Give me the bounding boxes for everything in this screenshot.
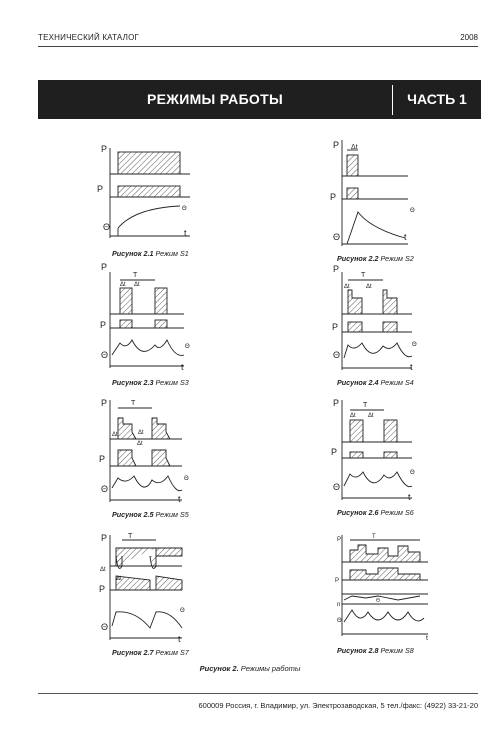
s5-dtd-label: Δt <box>112 432 118 438</box>
s7-dtd-label: Δt <box>116 576 122 582</box>
s6-dtv-label: Δt <box>368 413 374 419</box>
s3-t-label: t <box>181 362 184 372</box>
caption-fig-2-3: Рисунок 2.3 Режим S3 <box>112 378 189 387</box>
s5-thetamax-label: Θ <box>184 476 189 482</box>
s7-theta-label: Θ <box>101 622 109 632</box>
footer-divider <box>38 693 478 694</box>
s8-thetamax-label: Θ <box>376 598 380 604</box>
caption-fig-2-4: Рисунок 2.4 Режим S4 <box>337 378 414 387</box>
s4-theta-label: Θ <box>333 350 341 360</box>
s7-pv-label: P <box>99 584 106 594</box>
s5-p-label: P <box>101 398 108 408</box>
s3-p-label: P <box>101 262 108 272</box>
main-figure-caption: Рисунок 2. Режимы работы <box>199 664 301 673</box>
s5-t-label: t <box>178 494 181 504</box>
s2-t-label: t <box>404 232 407 242</box>
part-label: ЧАСТЬ 1 <box>407 91 467 107</box>
s5-theta-label: Θ <box>101 484 109 494</box>
caption-fig-2-6: Рисунок 2.6 Режим S6 <box>337 508 414 517</box>
s5-pv-label: P <box>99 454 106 464</box>
catalog-year: 2008 <box>460 33 478 42</box>
caption-fig-2-2: Рисунок 2.2 Режим S2 <box>337 254 414 263</box>
s4-dtr-label: Δt <box>366 284 372 290</box>
s4-dtd-label: Δt <box>344 284 350 290</box>
s5-tc-label: T <box>131 400 136 407</box>
s8-theta-label: Θ <box>337 618 342 624</box>
s6-theta-label: Θ <box>333 482 341 492</box>
s6-thetamax-label: Θ <box>410 470 415 476</box>
s3-dtr-label: Δt <box>134 282 140 288</box>
s8-p-label: P <box>337 537 342 543</box>
s4-pv-label: P <box>332 322 339 332</box>
s5-dtr-label: Δt <box>137 441 143 447</box>
s7-tc-label: T <box>128 533 133 540</box>
s8-pv-label: P <box>335 578 340 584</box>
s7-dtf-label: Δt <box>100 567 106 573</box>
s5-dtf-label: Δt <box>138 430 144 436</box>
s7-thetamax-label: Θ <box>180 608 185 614</box>
s8-n-label: n <box>337 602 341 608</box>
caption-fig-2-7: Рисунок 2.7 Режим S7 <box>112 648 189 657</box>
s6-pv-label: P <box>331 447 338 457</box>
figure-s8-diagram <box>342 535 428 636</box>
caption-fig-2-1: Рисунок 2.1 Режим S1 <box>112 249 189 258</box>
caption-fig-2-5: Рисунок 2.5 Режим S5 <box>112 510 189 519</box>
s2-dtp-label: Δt <box>351 144 358 151</box>
s1-thetamax-label: Θ <box>182 206 187 212</box>
s3-pv-label: P <box>100 320 107 330</box>
s8-tc-label: T <box>372 534 376 540</box>
footer-address: 600009 Россия, г. Владимир, ул. Электрозаводская, 5 тел./факс: (4922) 33-21-20 <box>198 701 478 710</box>
s4-p-label: P <box>333 264 340 274</box>
s4-tc-label: T <box>361 272 366 279</box>
s7-t-label: t <box>178 634 181 644</box>
s3-dtp-label: Δt <box>120 282 126 288</box>
s6-tc-label: T <box>363 402 368 409</box>
caption-fig-2-8: Рисунок 2.8 Режим S8 <box>337 646 414 655</box>
s1-t-label: t <box>184 228 187 238</box>
figure-s1-diagram <box>110 148 190 238</box>
figure-s2-diagram <box>342 140 408 246</box>
figure-s5-diagram <box>110 400 182 502</box>
s6-p-label: P <box>333 398 340 408</box>
section-title: РЕЖИМЫ РАБОТЫ <box>147 91 283 107</box>
s3-tc-label: T <box>133 272 138 279</box>
s2-pv-label: P <box>330 192 337 202</box>
s2-p-label: P <box>333 140 340 150</box>
s2-theta-label: Θ <box>333 232 341 242</box>
s6-dtp-label: Δt <box>350 413 356 419</box>
figure-s4-diagram <box>342 272 412 370</box>
s7-p-label: P <box>101 533 108 543</box>
s1-theta-label: Θ <box>103 222 111 232</box>
s1-pv-label: P <box>97 184 104 194</box>
s2-thetamax-label: Θ <box>410 208 415 214</box>
s3-thetamax-label: Θ <box>185 344 190 350</box>
s1-p-label: P <box>101 144 108 154</box>
s3-theta-label: Θ <box>101 350 109 360</box>
s6-t-label: t <box>408 492 411 502</box>
catalog-title: ТЕХНИЧЕСКИЙ КАТАЛОГ <box>38 33 140 42</box>
s8-t-label: t <box>426 635 428 642</box>
s4-t-label: t <box>410 362 413 372</box>
s4-thetamax-label: Θ <box>412 342 417 348</box>
figure-s7-diagram <box>110 535 182 640</box>
